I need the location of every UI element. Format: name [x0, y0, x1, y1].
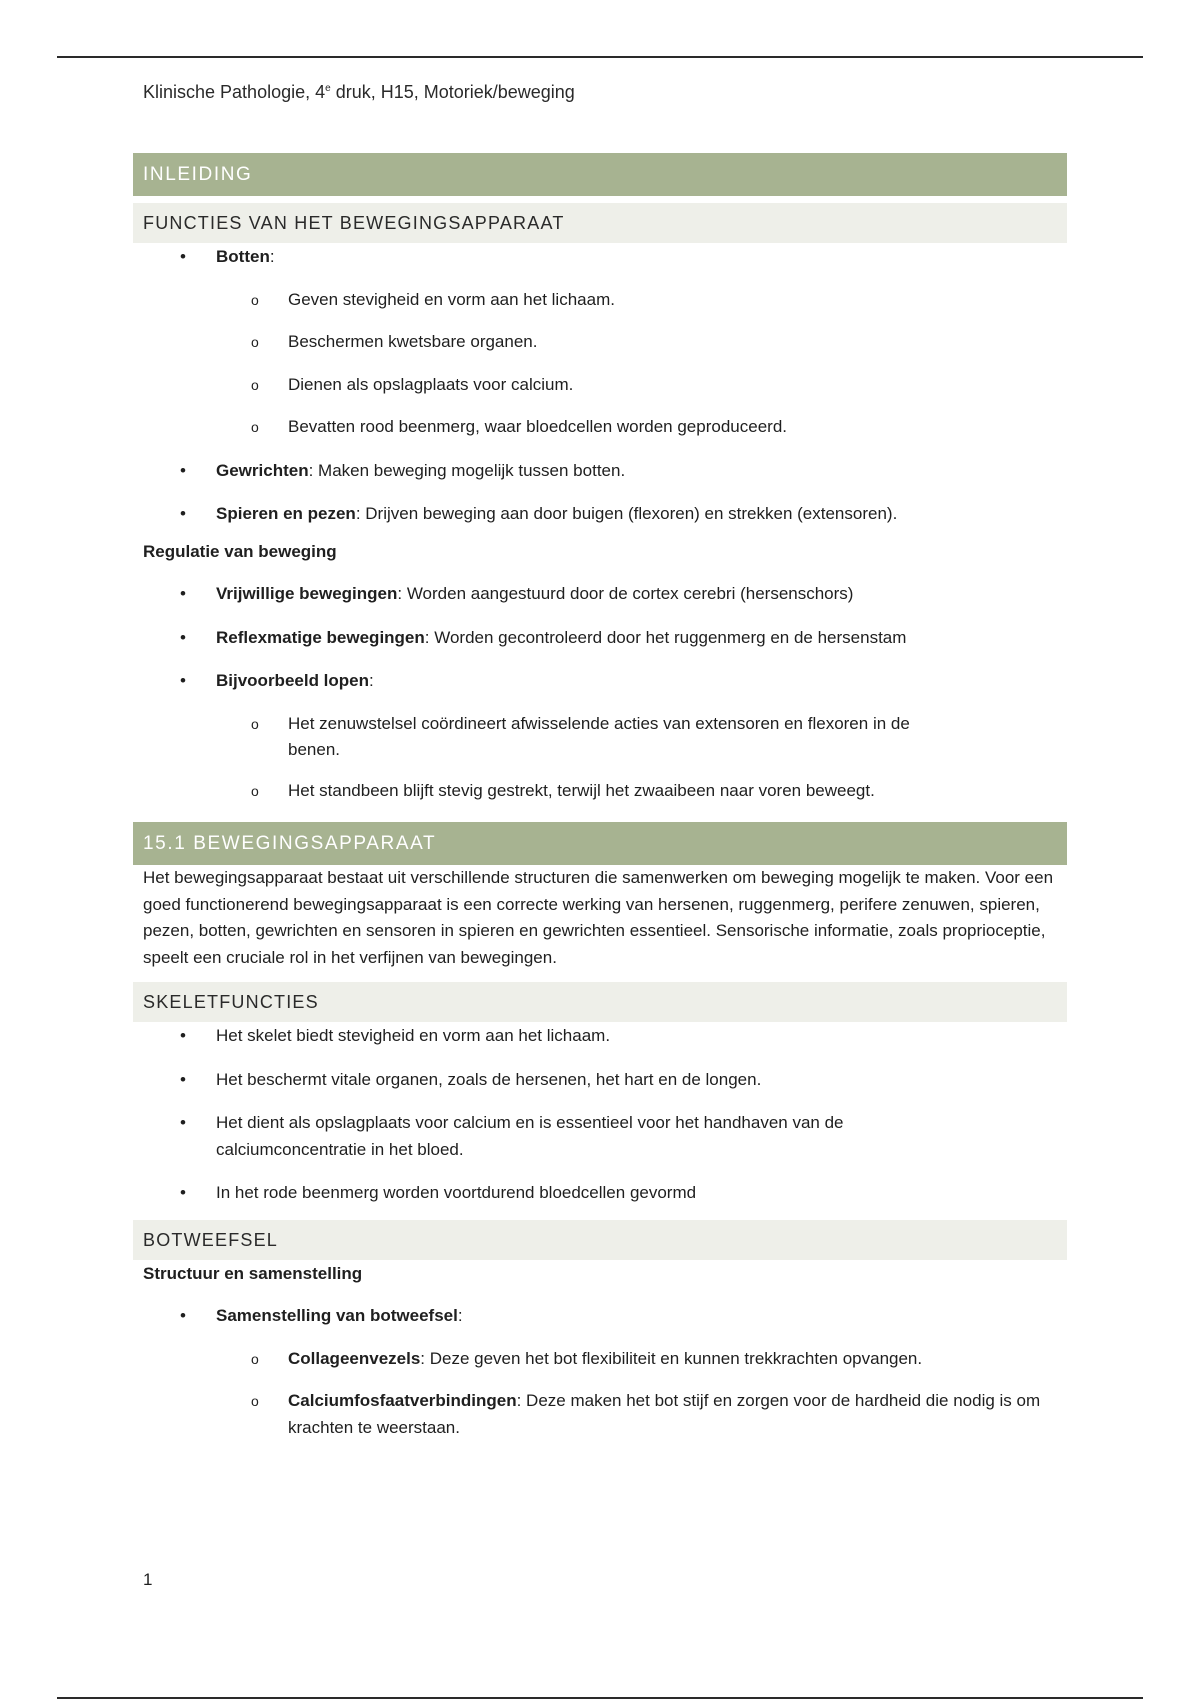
botweefsel-list — [133, 1303, 1067, 1441]
circle-bullet-icon: o — [251, 782, 259, 799]
document-body — [133, 153, 1067, 1441]
bullet-icon: • — [180, 1069, 186, 1089]
bottom-rule — [57, 1697, 1143, 1699]
list-item-collageen: o Collageenvezels: Deze geven het bot flexibiliteit en kunnen trekkrachten opvangen. — [133, 1346, 1067, 1373]
bullet-icon: • — [180, 1306, 186, 1325]
list-item: o Geven stevigheid en vorm aan het lichaam. — [133, 287, 1067, 314]
circle-bullet-icon: o — [251, 1350, 259, 1367]
list-item: o Dienen als opslagplaats voor calcium. — [133, 372, 1067, 399]
heading-skeletfuncties: SKELETFUNCTIES — [133, 982, 1067, 1022]
list-item: • Het dient als opslagplaats voor calcium en is essentieel voor het handhaven van de calciumconcentratie in het bloed. — [133, 1110, 896, 1163]
list-item-botten: • Botten: — [133, 244, 1067, 271]
circle-bullet-icon: o — [251, 1393, 259, 1409]
running-header-superscript: e — [325, 83, 331, 94]
heading-15-1: 15.1 BEWEGINGSAPPARAAT — [133, 822, 1067, 865]
regulatie-list — [133, 581, 1067, 804]
list-item: o Beschermen kwetsbare organen. — [133, 329, 1067, 356]
list-item: • Het beschermt vitale organen, zoals de hersenen, het hart en de longen. — [133, 1067, 1067, 1094]
list-item-gewrichten: • Gewrichten: Maken beweging mogelijk tussen botten. — [133, 458, 1067, 485]
list-item-calcium: o Calciumfosfaatverbindingen: Deze maken het bot stijf en zorgen voor de hardheid die nodig is om krachten te weerstaan. — [133, 1388, 1067, 1441]
circle-bullet-icon: o — [251, 291, 259, 308]
top-rule — [57, 56, 1143, 58]
heading-functies: FUNCTIES VAN HET BEWEGINGSAPPARAAT — [133, 203, 1067, 243]
running-header — [143, 82, 575, 103]
structuur-heading: Structuur en samenstelling — [143, 1263, 363, 1283]
circle-bullet-icon: o — [251, 715, 259, 732]
bullet-icon: • — [180, 1026, 186, 1045]
list-item-vrijwillig: • Vrijwillige bewegingen: Worden aangestuurd door de cortex cerebri (hersenschors) — [133, 581, 1067, 608]
heading-botweefsel: BOTWEEFSEL — [133, 1220, 1067, 1260]
bullet-icon: • — [180, 460, 186, 480]
list-item: • Het skelet biedt stevigheid en vorm aan het lichaam. — [133, 1023, 1067, 1050]
circle-bullet-icon: o — [251, 419, 259, 435]
bullet-icon: • — [180, 247, 186, 266]
running-header-prefix: Klinische Pathologie, 4 — [143, 82, 326, 102]
bullet-icon: • — [180, 627, 186, 647]
bullet-icon: • — [180, 1183, 186, 1202]
list-item-reflex: • Reflexmatige bewegingen: Worden gecontroleerd door het ruggenmerg en de hersenstam — [133, 625, 1067, 652]
page-number: 1 — [143, 1570, 153, 1589]
skelet-list — [133, 1023, 1067, 1207]
section-15-1-intro: Het bewegingsapparaat bestaat uit verschillende structuren die samenwerken om beweging mogelijk te maken. Voor een goed functionerend bewegingsapparaat is een correcte werking van hersenen, ruggenmerg, perifere zenuwen, spieren, pezen, botten, gewrichten en sensoren in spieren en gewrichten essentieel. Sensorische informatie, zoals proprioceptie, speelt een cruciale rol in het verfijnen van bewegingen. — [143, 868, 1054, 967]
heading-inleiding: INLEIDING — [133, 153, 1067, 196]
list-item: • In het rode beenmerg worden voortdurend bloedcellen gevormd — [133, 1180, 1067, 1207]
circle-bullet-icon: o — [251, 334, 259, 350]
list-item-spieren: • Spieren en pezen: Drijven beweging aan door buigen (flexoren) en strekken (extensoren). — [133, 501, 1067, 528]
bullet-icon: • — [180, 671, 186, 690]
running-header-suffix: druk, H15, Motoriek/beweging — [330, 82, 575, 102]
list-item: o Het standbeen blijft stevig gestrekt, terwijl het zwaaibeen naar voren beweegt. — [133, 778, 1067, 805]
list-item: o Bevatten rood beenmerg, waar bloedcellen worden geproduceerd. — [133, 414, 1067, 441]
list-item-samenstelling: • Samenstelling van botweefsel: — [133, 1303, 1067, 1330]
list-item-lopen: • Bijvoorbeeld lopen: — [133, 668, 1067, 695]
bullet-icon: • — [180, 504, 186, 523]
circle-bullet-icon: o — [251, 376, 259, 393]
bullet-icon: • — [180, 584, 186, 603]
list-item: o Het zenuwstelsel coördineert afwisselende acties van extensoren en flexoren in de benen. — [133, 711, 928, 764]
regulatie-heading: Regulatie van beweging — [143, 541, 337, 561]
functies-list — [133, 244, 1067, 528]
bullet-icon: • — [180, 1113, 186, 1132]
